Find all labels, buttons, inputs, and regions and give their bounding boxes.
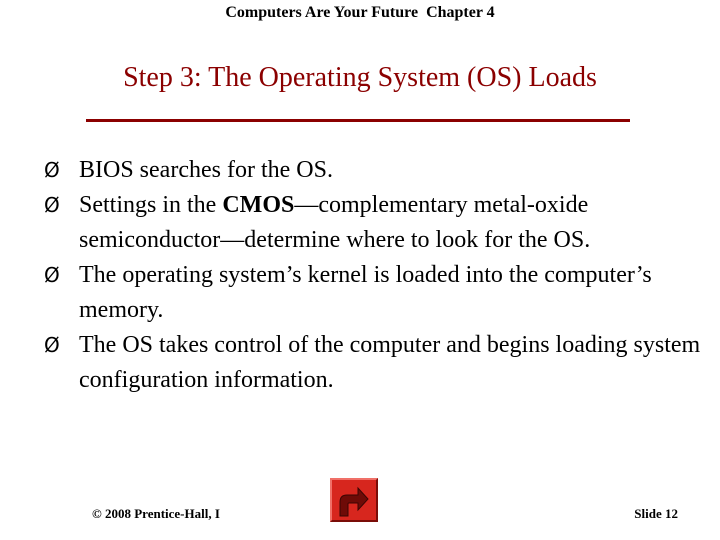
bullet-arrow-icon: Ø (44, 158, 60, 182)
bullet-text-pre: Settings in the (79, 192, 223, 218)
bullet-item (44, 188, 704, 258)
slide-number: Slide 12 (634, 506, 678, 521)
bullet-arrow-icon: Ø (44, 263, 60, 287)
footer-copyright: © 2008 Prentice-Hall, I (92, 506, 220, 521)
bullet-text: The operating system’s kernel is loaded into the computer’s memory. (79, 262, 652, 323)
bullet-item (44, 153, 704, 188)
return-button[interactable] (330, 478, 378, 522)
bullet-text: BIOS searches for the OS. (79, 157, 333, 183)
return-arrow-icon (332, 480, 376, 520)
slide-title: Step 3: The Operating System (OS) Loads (123, 62, 597, 93)
bullet-item (44, 258, 704, 328)
slide-header: Computers Are Your Future Chapter 4 (225, 4, 495, 21)
bullet-list (44, 153, 704, 398)
bullet-text: The OS takes control of the computer and begins loading system configuration information. (79, 332, 701, 393)
bullet-text-post: —complementary metal-oxide semiconductor—determine where to look for the OS. (79, 192, 591, 253)
bullet-arrow-icon: Ø (44, 333, 60, 357)
bullet-arrow-icon: Ø (44, 193, 60, 217)
bullet-text-bold-term: CMOS (222, 192, 295, 218)
title-underline (86, 119, 630, 122)
bullet-item (44, 328, 704, 398)
